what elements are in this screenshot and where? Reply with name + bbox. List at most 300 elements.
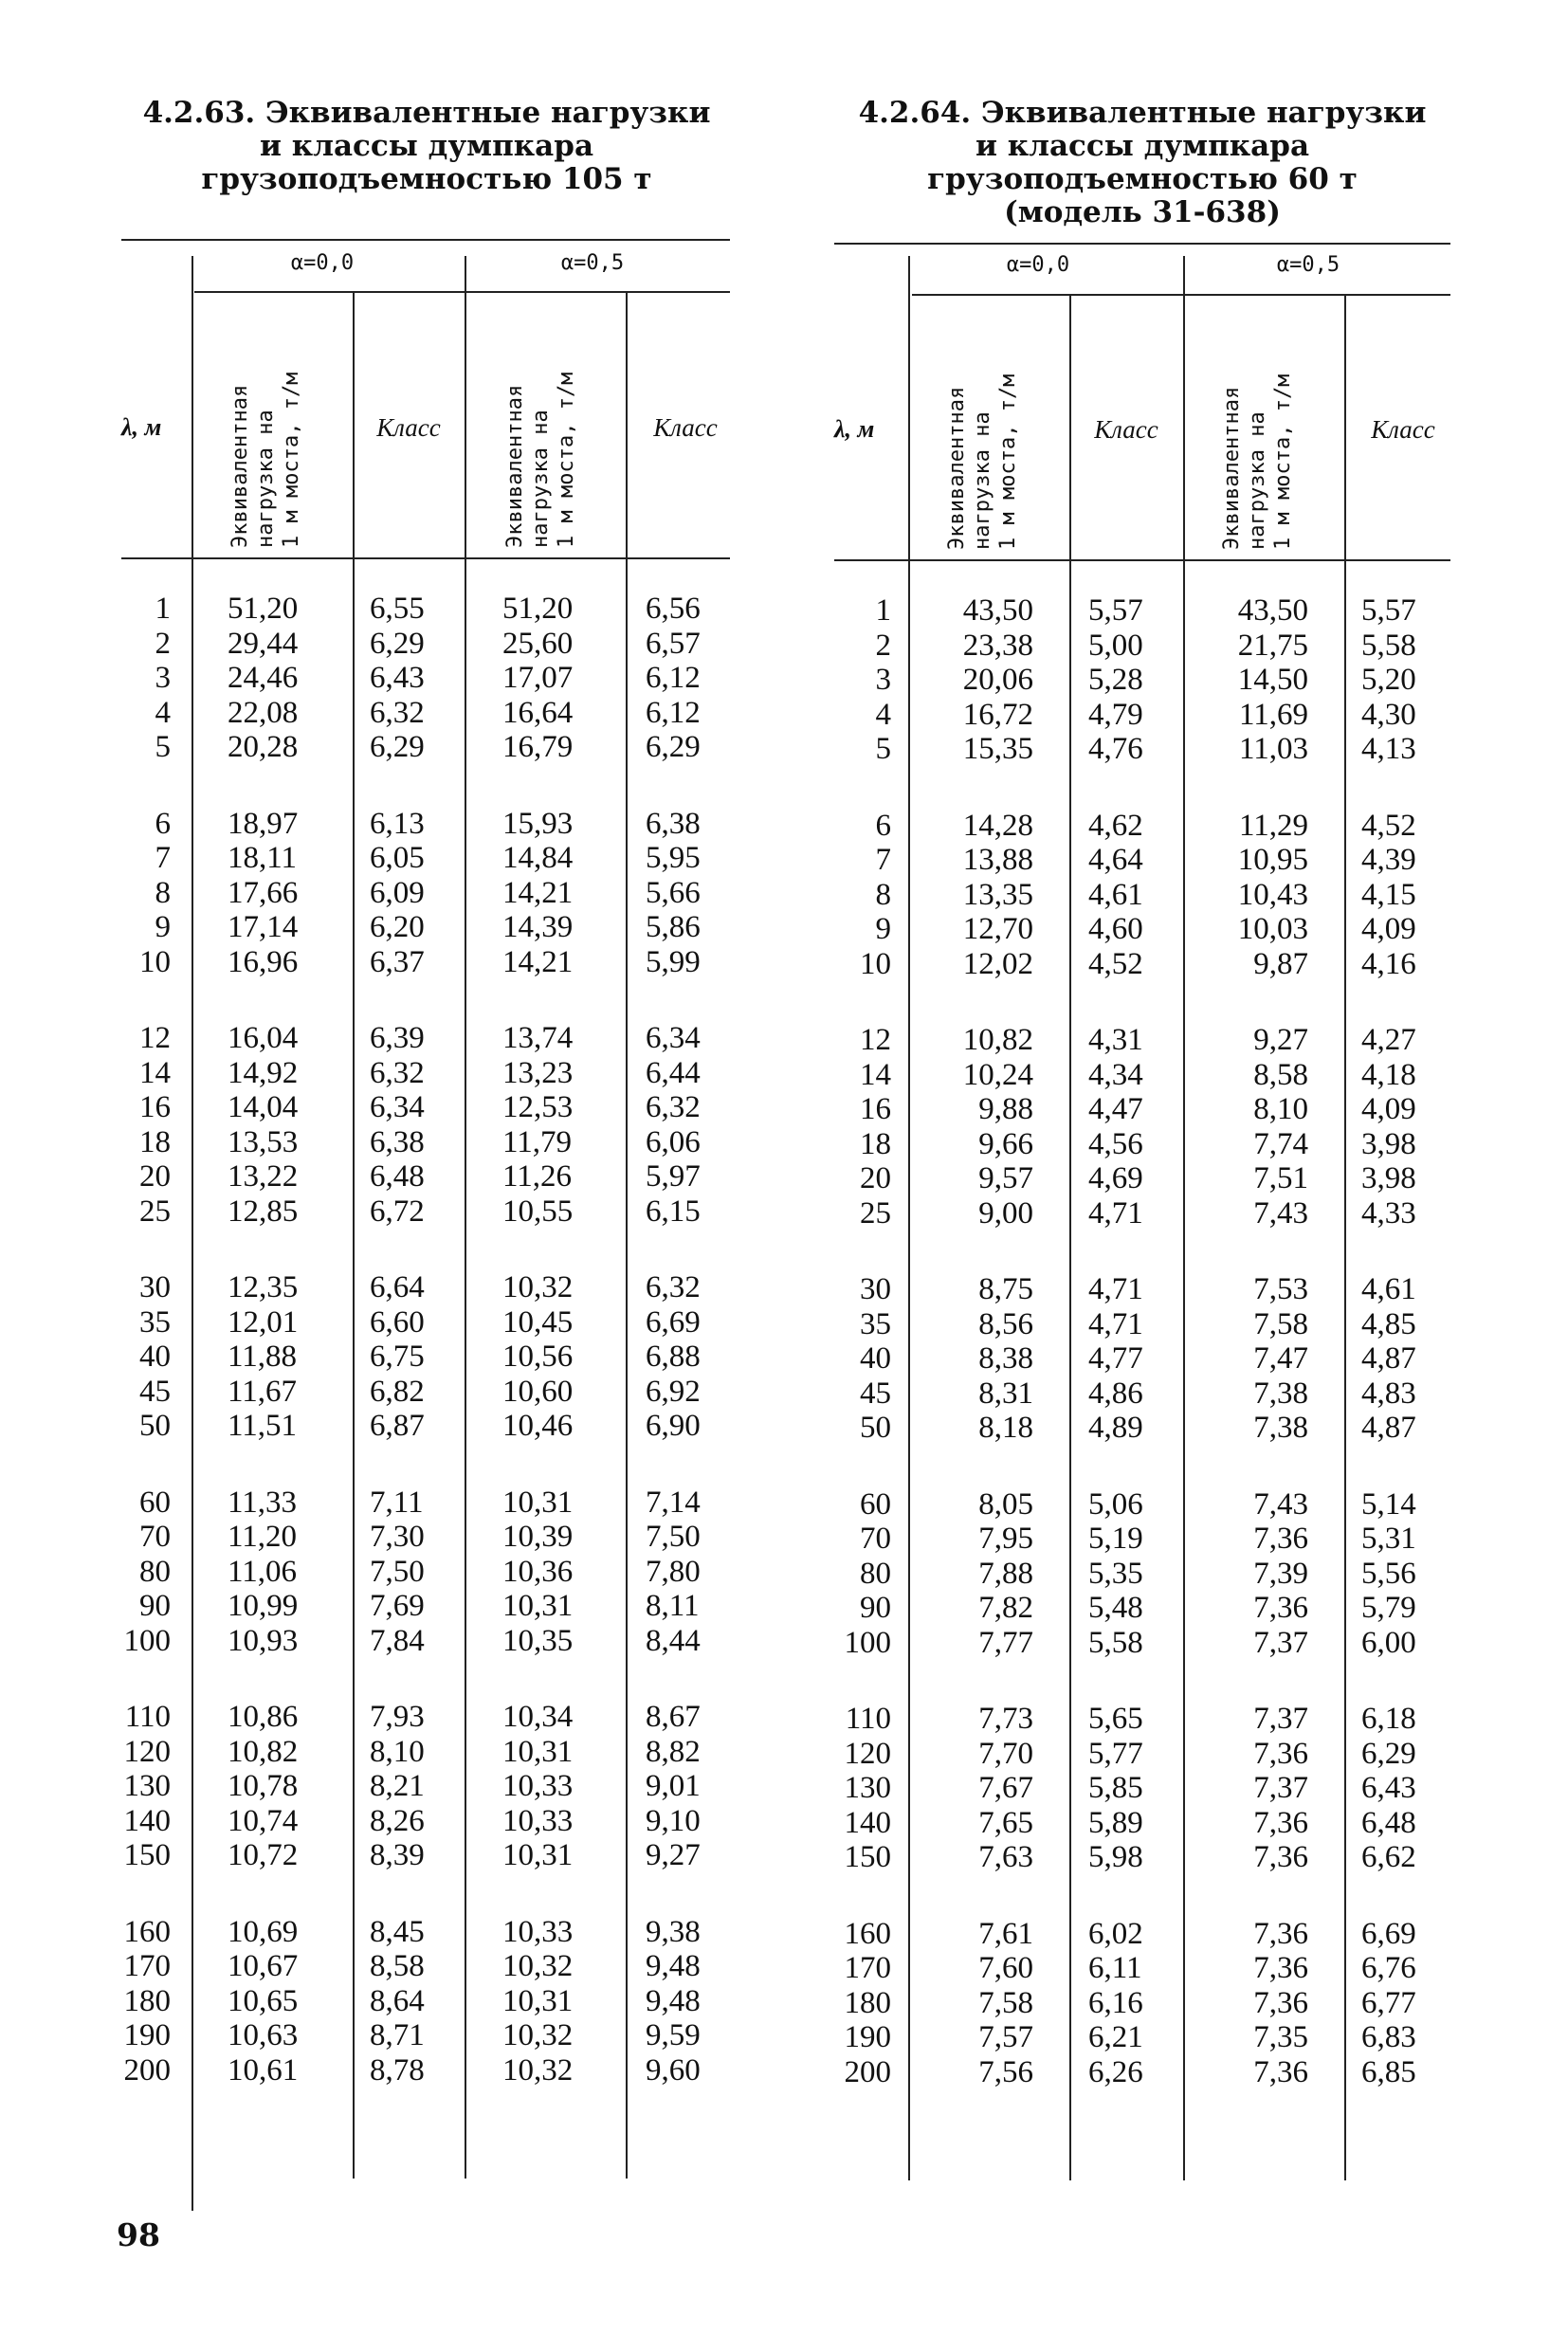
alpha-05-label: α=0,5 — [1276, 253, 1340, 277]
table-cell: 6,29 — [370, 730, 425, 764]
table-cell: 16,72 — [962, 697, 1033, 732]
table-cell: 110 — [124, 1700, 171, 1734]
table-cell: 4 — [875, 697, 891, 732]
table-cell: 2 — [155, 626, 171, 661]
table-cell: 10,31 — [502, 1838, 574, 1872]
table-cell: 4,09 — [1361, 1092, 1416, 1126]
table-cell: 7 — [155, 841, 171, 875]
table-cell: 6,92 — [646, 1374, 701, 1409]
table-cell: 5,06 — [1088, 1486, 1143, 1522]
group-spacer — [114, 979, 171, 1021]
table-cell: 130 — [123, 1769, 171, 1803]
table-cell: 1 — [875, 593, 891, 628]
table-cell: 6,69 — [1361, 1916, 1416, 1951]
table-cell: 12 — [860, 1023, 891, 1057]
load-column-a0 — [939, 593, 1033, 2089]
table-cell: 18 — [139, 1124, 171, 1159]
table-cell: 5,89 — [1088, 1805, 1143, 1840]
table-cell: 12,85 — [228, 1194, 299, 1229]
table-cell: 130 — [844, 1771, 891, 1805]
table-cell: 4,27 — [1361, 1023, 1416, 1057]
table-cell: 14 — [139, 1055, 171, 1090]
table-cell: 8,21 — [370, 1769, 425, 1803]
table-cell: 100 — [844, 1625, 891, 1660]
group-spacer — [114, 1873, 171, 1915]
group-spacer — [939, 1875, 1033, 1917]
table-cell: 7,88 — [978, 1556, 1033, 1591]
table-cell: 11,69 — [1238, 697, 1308, 732]
table-cell: 9 — [875, 912, 891, 946]
table-cell: 4,34 — [1088, 1057, 1143, 1092]
table-cell: 9,27 — [1253, 1023, 1308, 1057]
group-spacer — [228, 1444, 298, 1486]
table-cell: 10,61 — [228, 2052, 299, 2088]
table-cell: 140 — [844, 1805, 891, 1840]
table-cell: 7,36 — [1253, 1736, 1308, 1771]
table-cell: 6,48 — [1361, 1805, 1416, 1840]
table-cell: 6,77 — [1361, 1985, 1416, 2020]
group-spacer — [228, 765, 298, 807]
group-spacer — [939, 1660, 1033, 1702]
table-cell: 4,31 — [1088, 1023, 1143, 1057]
table-cell: 4,47 — [1088, 1092, 1143, 1126]
lambda-column — [114, 592, 171, 2088]
table-cell: 10,82 — [228, 1734, 299, 1769]
table-cell: 10,65 — [228, 1983, 299, 2018]
table-cell: 7,77 — [978, 1625, 1033, 1660]
group-spacer — [502, 979, 573, 1021]
group-spacer — [1361, 1660, 1416, 1702]
group-spacer — [114, 1658, 171, 1700]
table-cell: 7,56 — [978, 2054, 1033, 2089]
table-cell: 9,01 — [646, 1769, 701, 1803]
table-cell: 5,79 — [1361, 1591, 1416, 1625]
table-cell: 15,35 — [962, 732, 1033, 766]
table-cell: 2 — [875, 628, 891, 663]
table-cell: 11,06 — [228, 1554, 298, 1589]
table-cell: 5,95 — [646, 841, 701, 875]
load-header-a0: Эквивалентная нагрузка на 1 м моста, т/м — [228, 372, 303, 548]
table-cell: 8,05 — [978, 1486, 1033, 1522]
table-cell: 11,79 — [502, 1124, 573, 1159]
table-cell: 6,72 — [370, 1194, 425, 1229]
table-cell: 5,56 — [1361, 1556, 1416, 1591]
group-spacer — [939, 1446, 1033, 1487]
group-spacer — [228, 1873, 298, 1915]
table-cell: 45 — [860, 1376, 891, 1411]
table-cell: 8,58 — [370, 1949, 425, 1983]
table-cell: 7,93 — [370, 1700, 425, 1734]
table-cell: 30 — [139, 1270, 171, 1304]
table-cell: 6,11 — [1088, 1951, 1142, 1985]
table-cell: 6,32 — [370, 1055, 425, 1090]
table-cell: 6,39 — [370, 1021, 425, 1055]
table-cell: 7,47 — [1253, 1341, 1308, 1376]
table-cell: 7,82 — [978, 1591, 1033, 1625]
table-cell: 10,03 — [1237, 912, 1308, 946]
class-column-a5 — [646, 592, 701, 2088]
table-cell: 6 — [155, 806, 171, 841]
alpha-0-label: α=0,0 — [290, 251, 355, 275]
table-cell: 9,00 — [978, 1195, 1033, 1231]
table-cell: 7,74 — [1253, 1126, 1308, 1161]
table-cell: 7,65 — [978, 1805, 1033, 1840]
table-cell: 18,11 — [228, 841, 298, 875]
alpha-05-label: α=0,5 — [560, 251, 625, 275]
table-cell: 4,64 — [1088, 843, 1143, 877]
table-cell: 150 — [123, 1838, 171, 1872]
table-cell: 12,53 — [502, 1090, 574, 1124]
table-cell: 6,15 — [646, 1194, 701, 1229]
table-cell: 4,39 — [1361, 843, 1416, 877]
column-divider — [191, 256, 193, 2211]
table-cell: 11,26 — [502, 1159, 573, 1194]
table-cell: 7,37 — [1253, 1625, 1308, 1660]
table-cell: 29,44 — [228, 626, 299, 661]
table-cell: 6,56 — [646, 592, 701, 626]
table-cell: 6,90 — [646, 1409, 701, 1443]
table-cell: 17,14 — [228, 910, 299, 944]
table-cell: 10,86 — [228, 1700, 299, 1734]
table-cell: 10,31 — [502, 1983, 574, 2018]
group-spacer — [370, 765, 425, 807]
table-cell: 3,98 — [1361, 1161, 1416, 1195]
table-cell: 6,76 — [1361, 1951, 1416, 1985]
lambda-column — [825, 593, 891, 2089]
table-cell: 5,85 — [1088, 1771, 1143, 1805]
table-cell: 5,14 — [1361, 1486, 1416, 1522]
table-cell: 5,65 — [1088, 1702, 1143, 1736]
table-cell: 7,37 — [1253, 1702, 1308, 1736]
table-cell: 6,12 — [646, 695, 701, 730]
group-spacer — [228, 1229, 298, 1270]
group-spacer — [502, 765, 573, 807]
table-cell: 6,02 — [1088, 1916, 1143, 1951]
table-cell: 6,69 — [646, 1304, 701, 1340]
group-spacer — [1088, 767, 1143, 809]
table-cell: 4,09 — [1361, 912, 1416, 946]
table-cell: 7,69 — [370, 1589, 425, 1623]
group-spacer — [1088, 1446, 1143, 1487]
table-cell: 4,86 — [1088, 1376, 1143, 1411]
table-cell: 7,36 — [1253, 1591, 1308, 1625]
table-cell: 200 — [844, 2054, 891, 2089]
table-cell: 9,57 — [978, 1161, 1033, 1195]
table-cell: 6,87 — [370, 1409, 425, 1443]
table-cell: 4 — [155, 695, 171, 730]
table-cell: 6,32 — [646, 1090, 701, 1124]
table-cell: 10,31 — [502, 1485, 574, 1520]
table-cell: 5,31 — [1361, 1522, 1416, 1556]
table-cell: 8,64 — [370, 1983, 425, 2018]
table-cell: 120 — [123, 1734, 171, 1769]
group-spacer — [1361, 1231, 1416, 1272]
table-cell: 6,75 — [370, 1340, 425, 1374]
table-cell: 8,82 — [646, 1734, 701, 1769]
table-cell: 10,32 — [502, 1270, 574, 1304]
group-spacer — [370, 1658, 425, 1700]
table-cell: 5,66 — [646, 875, 701, 910]
lambda-header: λ, м — [121, 413, 162, 441]
table-cell: 7,58 — [1253, 1306, 1308, 1341]
table-cell: 6,55 — [370, 592, 425, 626]
table-cell: 18,97 — [228, 806, 299, 841]
table-cell: 110 — [845, 1702, 891, 1736]
table-cell: 190 — [123, 2018, 171, 2052]
table-cell: 80 — [860, 1556, 891, 1591]
group-spacer — [370, 1873, 425, 1915]
group-spacer — [939, 1231, 1033, 1272]
table-cell: 35 — [860, 1306, 891, 1341]
table-cell: 4,18 — [1361, 1057, 1416, 1092]
alpha-underline — [194, 291, 730, 293]
table-cell: 10,39 — [502, 1520, 574, 1554]
header-bottom-rule — [121, 557, 730, 559]
table-cell: 9,60 — [646, 2052, 701, 2088]
table-cell: 200 — [123, 2052, 171, 2088]
table-cell: 8 — [875, 877, 891, 912]
group-spacer — [825, 767, 891, 809]
table-cell: 4,71 — [1088, 1306, 1143, 1341]
table-cell: 4,76 — [1088, 732, 1143, 766]
table-cell: 7,36 — [1253, 1522, 1308, 1556]
table-cell: 23,38 — [962, 628, 1033, 663]
class-column-a5 — [1361, 593, 1416, 2089]
table-cell: 6,05 — [370, 841, 425, 875]
load-header-a0: Эквивалентная нагрузка на 1 м моста, т/м — [945, 374, 1020, 550]
load-header-a5: Эквивалентная нагрузка на 1 м моста, т/м — [1220, 374, 1295, 550]
table-cell: 4,89 — [1088, 1411, 1143, 1445]
table-cell: 6,88 — [646, 1340, 701, 1374]
table-cell: 10,43 — [1237, 877, 1308, 912]
table-cell: 7,38 — [1253, 1376, 1308, 1411]
table-cell: 180 — [123, 1983, 171, 2018]
table-cell: 4,87 — [1361, 1411, 1416, 1445]
table-cell: 7,51 — [1253, 1161, 1308, 1195]
group-spacer — [646, 1873, 701, 1915]
table-cell: 10 — [139, 944, 171, 979]
table-cell: 11,67 — [228, 1374, 298, 1409]
table-cell: 4,52 — [1088, 946, 1143, 981]
group-spacer — [825, 1446, 891, 1487]
table-cell: 10,78 — [228, 1769, 299, 1803]
table-cell: 20,28 — [228, 730, 299, 764]
table-cell: 3 — [875, 663, 891, 697]
class-header-a0: Класс — [376, 413, 441, 442]
table-cell: 4,61 — [1088, 877, 1143, 912]
table-cell: 10,60 — [502, 1374, 574, 1409]
table-cell: 5,99 — [646, 944, 701, 979]
table-cell: 6,18 — [1361, 1702, 1416, 1736]
table-cell: 160 — [844, 1916, 891, 1951]
table-cell: 7,43 — [1253, 1195, 1308, 1231]
group-spacer — [228, 979, 298, 1021]
class-column-a0 — [370, 592, 425, 2088]
table-cell: 10,69 — [228, 1914, 299, 1949]
table-cell: 6,38 — [646, 806, 701, 841]
group-spacer — [646, 765, 701, 807]
table-cell: 25 — [139, 1194, 171, 1229]
table-cell: 6,29 — [646, 730, 701, 764]
table-cell: 6,57 — [646, 626, 701, 661]
table-cell: 21,75 — [1237, 628, 1308, 663]
table-cell: 7,14 — [646, 1485, 701, 1520]
table-cell: 8,10 — [370, 1734, 425, 1769]
table-cell: 4,61 — [1361, 1272, 1416, 1306]
column-divider — [1344, 294, 1346, 2180]
column-divider — [626, 292, 628, 2179]
table-cell: 6,44 — [646, 1055, 701, 1090]
table-cell: 170 — [123, 1949, 171, 1983]
table-cell: 7,84 — [370, 1623, 425, 1658]
table-cell: 9 — [155, 910, 171, 944]
table-cell: 10,63 — [228, 2018, 299, 2052]
table-cell: 11,33 — [228, 1485, 298, 1520]
column-divider — [1069, 294, 1071, 2180]
table-cell: 8,11 — [646, 1589, 700, 1623]
table-cell: 6,26 — [1088, 2054, 1143, 2089]
table-cell: 6,85 — [1361, 2054, 1416, 2089]
table-top-rule — [834, 243, 1450, 245]
table-cell: 6,38 — [370, 1124, 425, 1159]
column-divider — [908, 256, 910, 2180]
group-spacer — [502, 1658, 573, 1700]
table-cell: 7,35 — [1253, 2020, 1308, 2054]
table-cell: 16,64 — [502, 695, 574, 730]
group-spacer — [825, 1231, 891, 1272]
table-cell: 14,50 — [1237, 663, 1308, 697]
page-number: 98 — [117, 2216, 160, 2253]
group-spacer — [114, 1229, 171, 1270]
table-cell: 7,60 — [978, 1951, 1033, 1985]
table-cell: 7,39 — [1253, 1556, 1308, 1591]
table-cell: 10,46 — [502, 1409, 574, 1443]
table-cell: 120 — [844, 1736, 891, 1771]
table-cell: 7,67 — [978, 1771, 1033, 1805]
table-cell: 45 — [139, 1374, 171, 1409]
table-cell: 10,56 — [502, 1340, 574, 1374]
table-cell: 5,57 — [1361, 593, 1416, 628]
group-spacer — [1213, 1875, 1308, 1917]
table-cell: 10 — [860, 946, 891, 981]
table-cell: 16,04 — [228, 1021, 299, 1055]
table-cell: 5 — [155, 730, 171, 764]
table-cell: 10,72 — [228, 1838, 299, 1872]
table-cell: 7,36 — [1253, 1985, 1308, 2020]
table-cell: 7,61 — [978, 1916, 1033, 1951]
column-divider — [465, 256, 466, 2179]
table-cell: 10,33 — [502, 1803, 574, 1838]
table-cell: 9,10 — [646, 1803, 701, 1838]
table-cell: 6 — [875, 808, 891, 843]
table-cell: 7,50 — [646, 1520, 701, 1554]
table-cell: 24,46 — [228, 661, 299, 695]
table-cell: 8,31 — [978, 1376, 1033, 1411]
table-cell: 5,19 — [1088, 1522, 1143, 1556]
table-cell: 50 — [139, 1409, 171, 1443]
group-spacer — [370, 1444, 425, 1486]
table-cell: 10,82 — [962, 1023, 1033, 1057]
table-cell: 5,48 — [1088, 1591, 1143, 1625]
table-cell: 4,30 — [1361, 697, 1416, 732]
table-cell: 10,33 — [502, 1914, 574, 1949]
lambda-header: λ, м — [834, 415, 875, 443]
table-cell: 30 — [860, 1272, 891, 1306]
table-cell: 4,79 — [1088, 697, 1143, 732]
table-cell: 6,83 — [1361, 2020, 1416, 2054]
table-cell: 6,62 — [1361, 1840, 1416, 1874]
table-cell: 3 — [155, 661, 171, 695]
table-cell: 16,96 — [228, 944, 299, 979]
table-cell: 8,39 — [370, 1838, 425, 1872]
table-cell: 60 — [139, 1485, 171, 1520]
table-cell: 5,58 — [1088, 1625, 1143, 1660]
table-cell: 14,04 — [228, 1090, 299, 1124]
table-cell: 17,07 — [502, 661, 574, 695]
table-cell: 7,63 — [978, 1840, 1033, 1874]
table-cell: 170 — [844, 1951, 891, 1985]
table-cell: 11,51 — [228, 1409, 298, 1443]
table-cell: 11,20 — [228, 1520, 298, 1554]
table-cell: 6,64 — [370, 1270, 425, 1304]
group-spacer — [1213, 1660, 1308, 1702]
header-bottom-rule — [834, 559, 1450, 561]
table-cell: 7,30 — [370, 1520, 425, 1554]
table-cell: 10,93 — [228, 1623, 299, 1658]
table-cell: 7,36 — [1253, 2054, 1308, 2089]
load-header-a5: Эквивалентная нагрузка на 1 м моста, т/м — [503, 372, 578, 548]
table-cell: 9,48 — [646, 1949, 701, 1983]
load-column-a5 — [1213, 593, 1308, 2089]
table-top-rule — [121, 239, 730, 241]
table-cell: 60 — [860, 1486, 891, 1522]
table-cell: 14,39 — [502, 910, 574, 944]
group-spacer — [646, 1229, 701, 1270]
column-divider — [353, 292, 355, 2179]
table-cell: 4,15 — [1361, 877, 1416, 912]
class-header-a5: Класс — [653, 413, 718, 442]
table-cell: 9,38 — [646, 1914, 701, 1949]
group-spacer — [939, 981, 1033, 1023]
table-cell: 6,29 — [1361, 1736, 1416, 1771]
table-cell: 9,87 — [1253, 946, 1308, 981]
table-cell: 13,88 — [962, 843, 1033, 877]
table-cell: 7,36 — [1253, 1916, 1308, 1951]
table-cell: 5,86 — [646, 910, 701, 944]
table-cell: 6,48 — [370, 1159, 425, 1194]
table-cell: 6,60 — [370, 1304, 425, 1340]
table-cell: 6,43 — [370, 661, 425, 695]
table-cell: 6,16 — [1088, 1985, 1143, 2020]
table-cell: 14,21 — [502, 875, 574, 910]
table-cell: 100 — [123, 1623, 171, 1658]
table-cell: 40 — [139, 1340, 171, 1374]
table-cell: 22,08 — [228, 695, 299, 730]
table-cell: 20,06 — [962, 663, 1033, 697]
table-cell: 14,21 — [502, 944, 574, 979]
table-cell: 10,32 — [502, 2018, 574, 2052]
table-cell: 12,01 — [228, 1304, 299, 1340]
table-cell: 10,36 — [502, 1554, 574, 1589]
table-cell: 6,09 — [370, 875, 425, 910]
table-cell: 14,84 — [502, 841, 574, 875]
table-cell: 6,29 — [370, 626, 425, 661]
table-cell: 8,26 — [370, 1803, 425, 1838]
group-spacer — [1088, 1231, 1143, 1272]
table-cell: 7,58 — [978, 1985, 1033, 2020]
table-cell: 8,71 — [370, 2018, 425, 2052]
table-cell: 10,55 — [502, 1194, 574, 1229]
